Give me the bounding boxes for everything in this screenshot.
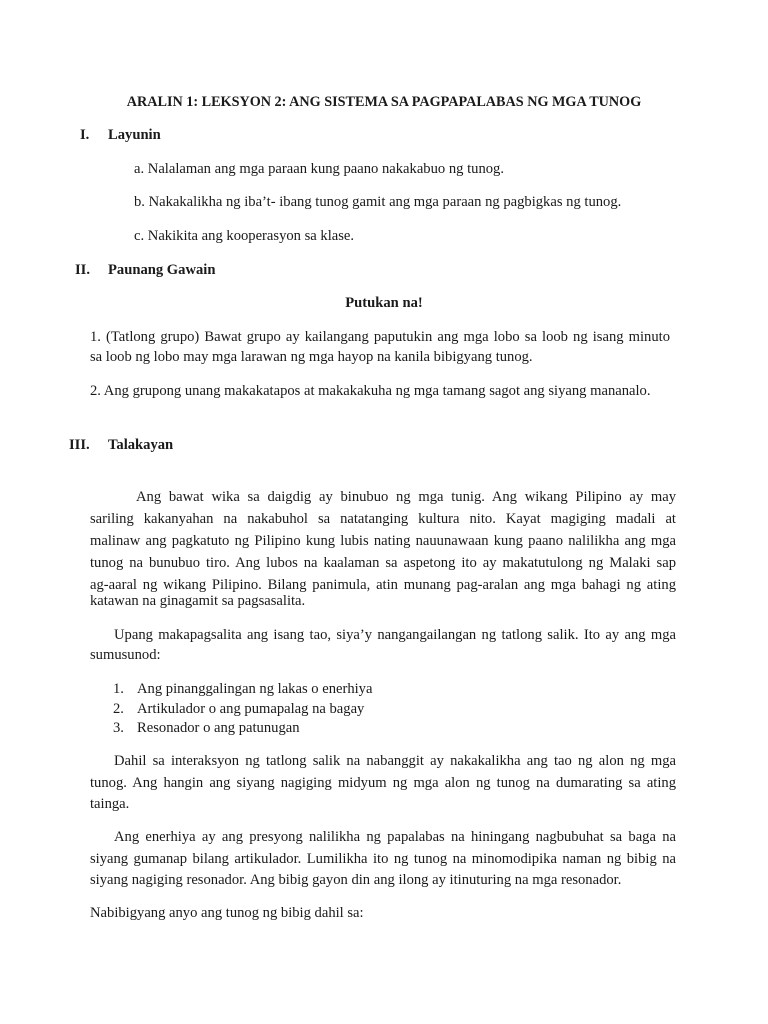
talakayan-para2-text: Upang makapagsalita ang isang tao, siya’y nangangailangan ng tatlong salik. Ito ay ang mga — [114, 627, 676, 643]
list-item-number: 1. — [113, 681, 124, 697]
list-item-number: 3. — [113, 720, 124, 736]
talakayan-para4-line3: siyang nagiging resonador. Ang bibig gayon din ang ilong ay itinuturing na mga resonador. — [90, 872, 622, 888]
section-2-title: Paunang Gawain — [108, 262, 216, 278]
talakayan-para1-line3: malinaw ang pagkatuto ng Pilipino kung lubis nating nauunawaan kung paano nalilikha ang mga — [90, 533, 676, 549]
list-item-number: 2. — [113, 701, 124, 717]
section-3-number: III. — [69, 437, 90, 453]
list-item-text: Artikulador o ang pumapalag na bagay — [137, 701, 365, 717]
talakayan-para3-line3: tainga. — [90, 796, 130, 812]
list-item-text: Ang pinanggalingan ng lakas o enerhiya — [137, 681, 373, 697]
activity-title: Putukan na! — [345, 295, 423, 311]
section-2-number: II. — [75, 262, 91, 278]
talakayan-para3-line1: Dahil sa interaksyon ng tatlong salik na nabanggit ay nakakalikha ang tao ng alon ng mga — [114, 753, 676, 769]
talakayan-para3-line2: tunog. Ang hangin ang siyang nagiging midyum ng mga alon ng tunog na dumarating sa ating — [90, 775, 676, 791]
talakayan-para4-line1: Ang enerhiya ay ang presyong nalilikha ng papalabas na hiningang nagbubuhat sa baga na — [114, 829, 676, 845]
section-3-title: Talakayan — [108, 437, 174, 453]
talakayan-para1-line4: tunog na bunubuo tiro. Ang lubos na kaalaman sa aspetong ito ay makatutulong ng Malaki sap — [90, 555, 676, 571]
list-item-text: Resonador o ang patunugan — [137, 720, 300, 736]
activity-step-1-line-2: sa loob ng lobo may mga larawan ng mga hayop na kanila bibigyang tunog. — [90, 349, 533, 365]
activity-step-2: 2. Ang grupong unang makakatapos at makakakuha ng mga tamang sagot ang siyang mananalo. — [90, 383, 651, 399]
section-1-title: Layunin — [108, 127, 161, 143]
talakayan-para2-line2: sumusunod: — [90, 647, 161, 663]
activity-step-1-line-1: 1. (Tatlong grupo) Bawat grupo ay kailangang paputukin ang mga lobo sa loob ng isang minuto — [90, 329, 670, 345]
talakayan-para1-line2: sariling kakanyahan na nakabuhol sa natatanging kultura nito. Kayat magiging madali at — [90, 511, 676, 527]
talakayan-para1-line5: ag-aaral ng wikang Pilipino. Bilang panimula, atin munang pag-aralan ang mga bahagi ng ating — [90, 577, 676, 593]
objective-b: b. Nakakalikha ng iba’t- ibang tunog gamit ang mga paraan ng pagbigkas ng tunog. — [134, 194, 622, 210]
talakayan-para5: Nabibigyang anyo ang tunog ng bibig dahil sa: — [90, 905, 364, 921]
section-1-number: I. — [80, 127, 90, 143]
page-title: ARALIN 1: LEKSYON 2: ANG SISTEMA SA PAGPAPALABAS NG MGA TUNOG — [126, 94, 642, 110]
talakayan-para4-line2: siyang gumanap bilang artikulador. Lumilikha ito ng tunog na minomodipika naman ng bibig na — [90, 851, 676, 867]
talakayan-para2-line1 — [114, 627, 676, 644]
talakayan-para1-line1: Ang bawat wika sa daigdig ay binubuo ng mga tunig. Ang wikang Pilipino ay may — [136, 489, 676, 505]
talakayan-para1-line6: katawan na ginagamit sa pagsasalita. — [90, 593, 306, 609]
objective-a: a. Nalalaman ang mga paraan kung paano nakakabuo ng tunog. — [134, 161, 504, 177]
objective-c: c. Nakikita ang kooperasyon sa klase. — [134, 228, 355, 244]
